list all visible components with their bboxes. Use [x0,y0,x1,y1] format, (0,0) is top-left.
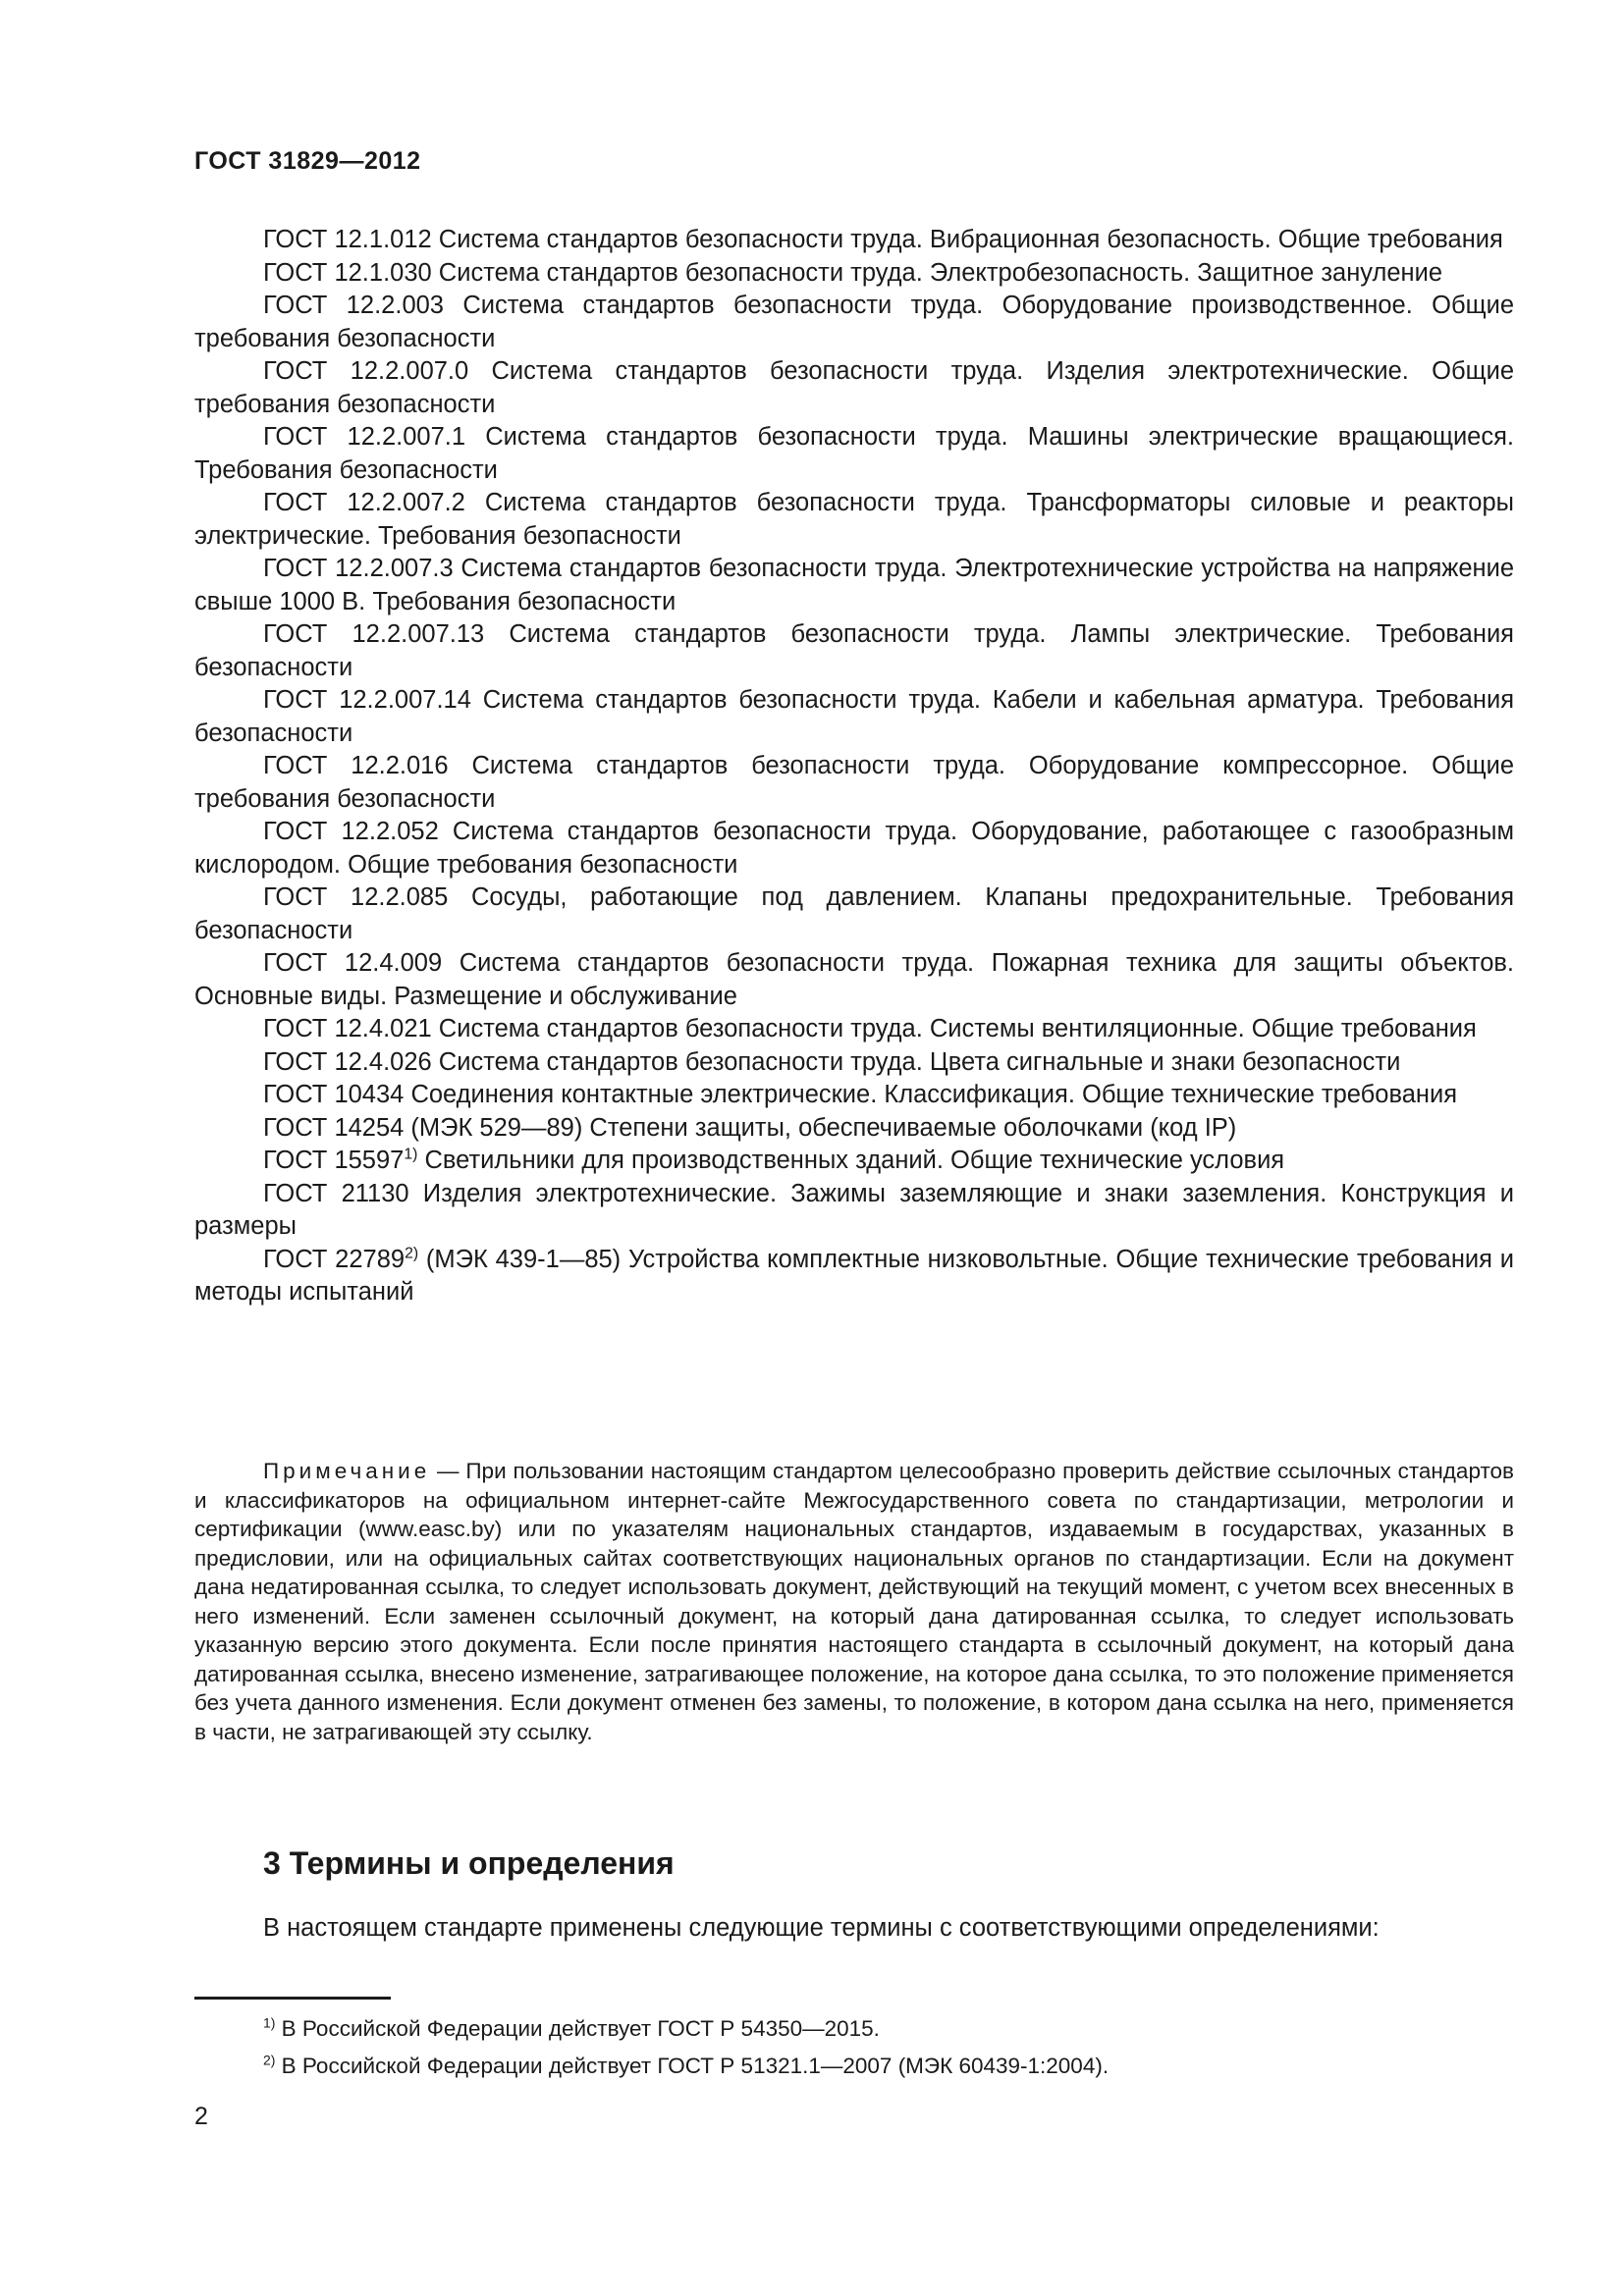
reference-entry [194,257,1514,291]
note-text: — При пользовании настоящим стандартом целесообразно проверить действие ссылочных стандартов и классификаторов на официальном интернет-сайте Межгосударственного совета по стандартизации, метрологии и сертификации (www.easc.by) или по указателям национальных стандартов, издаваемым в государствах, указанных в предисловии, или на официальных сайтах соответствующих национальных органов по стандартизации. Если на документ дана недатированная ссылка, то следует использовать документ, действующий на текущий момент, с учетом всех внесенных в него изменений. Если заменен ссылочный документ, на который дана датированная ссылка, то следует использовать указанную версию этого документа. Если после принятия настоящего стандарта в ссылочный документ, на который дана датированная ссылка, внесено изменение, затрагивающее положение, на которое дана ссылка, то это положение применяется без учета данного изменения. Если документ отменен без замены, то положение, в котором дана ссылка на него, применяется в части, не затрагивающей эту ссылку. [194,1459,1514,1744]
footnote-text: В Российской Федерации действует ГОСТ Р 54350—2015. [275,2016,880,2041]
footnote [263,2014,880,2043]
reference-entry [194,553,1514,618]
reference-code: ГОСТ 12.1.030 [263,258,432,287]
page-number: 2 [194,2103,208,2130]
reference-code: ГОСТ 12.2.007.2 [263,489,465,516]
reference-entry [194,487,1514,553]
reference-entry [194,1079,1514,1112]
reference-code: ГОСТ 12.4.009 [263,949,443,977]
reference-entry [194,1013,1514,1046]
reference-entry [194,618,1514,684]
reference-code: ГОСТ 12.2.016 [263,752,449,779]
reference-title: Система стандартов безопасности труда. Электротехнические устройства на напряжение свыше 1000 В. Требования безопасности [194,555,1515,615]
reference-title: Система стандартов безопасности труда. Кабели и кабельная арматура. Требования безопасности [194,686,1514,747]
reference-entry [194,816,1514,881]
reference-entry [194,355,1514,421]
reference-code: ГОСТ 12.2.007.14 [263,686,471,714]
page-header: ГОСТ 31829—2012 [194,147,421,175]
section-intro-text: В настоящем стандарте применены следующие термины с соответствующими определениями: [263,1914,1380,1942]
reference-entry [194,1178,1514,1244]
reference-title: Система стандартов безопасности труда. Системы вентиляционные. Общие требования [431,1015,1477,1042]
reference-title: Система стандартов безопасности труда. Оборудование, работающее с газообразным кислородом. Общие требования безопасности [194,818,1514,879]
reference-code: ГОСТ 12.2.003 [263,292,444,319]
reference-code: ГОСТ 14254 (МЭК 529—89) [263,1113,583,1142]
reference-title: Система стандартов безопасности труда. Лампы электрические. Требования безопасности [194,620,1514,681]
reference-code: ГОСТ 12.2.085 [263,883,449,911]
reference-title: Сосуды, работающие под давлением. Клапаны предохранительные. Требования безопасности [194,883,1515,944]
normative-references-list [194,224,1514,1309]
reference-title: Система стандартов безопасности труда. Оборудование производственное. Общие требования безопасности [194,292,1514,352]
reference-code: ГОСТ 22789 [263,1245,406,1273]
note-label: Примечание [263,1459,431,1483]
reference-code: ГОСТ 12.2.007.0 [263,357,469,385]
reference-title: Изделия электротехнические. Зажимы заземляющие и знаки заземления. Конструкция и размеры [194,1179,1514,1240]
reference-title: Система стандартов безопасности труда. Изделия электротехнические. Общие требования безопасности [194,357,1514,418]
section-heading: 3 Термины и определения [263,1845,675,1881]
footnote-reference-mark: 2) [405,1245,419,1261]
reference-title: Степени защиты, обеспечиваемые оболочками (код IP) [582,1113,1237,1142]
footnote [263,2052,1109,2080]
reference-title: Соединения контактные электрические. Классификация. Общие технические требования [404,1081,1458,1108]
note-paragraph [194,1457,1514,1746]
reference-entry [194,1112,1514,1146]
reference-title: (МЭК 439-1—85) Устройства комплектные низковольтные. Общие технические требования и методы испытаний [194,1245,1514,1306]
reference-code: ГОСТ 12.2.052 [263,818,439,845]
reference-entry [194,1244,1514,1309]
reference-code: ГОСТ 12.4.021 [263,1015,432,1042]
reference-title: Система стандартов безопасности труда. Машины электрические вращающиеся. Требования безопасности [194,423,1515,484]
footnote-mark: 1) [263,2014,276,2031]
reference-entry [194,947,1514,1013]
reference-title: Система стандартов безопасности труда. Оборудование компрессорное. Общие требования безопасности [194,752,1515,813]
reference-entry [194,290,1514,355]
reference-code: ГОСТ 12.1.012 [263,226,432,253]
reference-entry [194,224,1514,257]
reference-code: ГОСТ 21130 [263,1179,409,1207]
reference-entry [194,1145,1514,1178]
reference-code: ГОСТ 12.2.007.13 [263,620,485,648]
reference-code: ГОСТ 12.2.007.3 [263,555,454,582]
reference-title: Система стандартов безопасности труда. Пожарная техника для защиты объектов. Основные виды. Размещение и обслуживание [194,949,1515,1010]
reference-entry [194,1046,1514,1080]
reference-entry [194,684,1514,750]
reference-code: ГОСТ 12.2.007.1 [263,423,466,451]
reference-code: ГОСТ 10434 [263,1081,405,1108]
reference-code: ГОСТ 15597 [263,1147,405,1174]
reference-title: Система стандартов безопасности труда. Вибрационная безопасность. Общие требования [431,226,1503,253]
footnote-separator [194,1997,391,2000]
footnote-mark: 2) [263,2052,276,2068]
footnote-text: В Российской Федерации действует ГОСТ Р 51321.1—2007 (МЭК 60439-1:2004). [275,2054,1110,2078]
reference-entry [194,881,1514,947]
reference-entry [194,421,1514,487]
reference-title: Система стандартов безопасности труда. Электробезопасность. Защитное зануление [431,258,1443,287]
reference-title: Светильники для производственных зданий. Общие технические условия [417,1147,1285,1174]
footnote-reference-mark: 1) [404,1146,418,1163]
reference-code: ГОСТ 12.4.026 [263,1047,432,1076]
reference-title: Система стандартов безопасности труда. Трансформаторы силовые и реакторы электрические. Требования безопасности [194,489,1514,550]
reference-title: Система стандартов безопасности труда. Цвета сигнальные и знаки безопасности [431,1047,1401,1076]
reference-entry [194,750,1514,816]
